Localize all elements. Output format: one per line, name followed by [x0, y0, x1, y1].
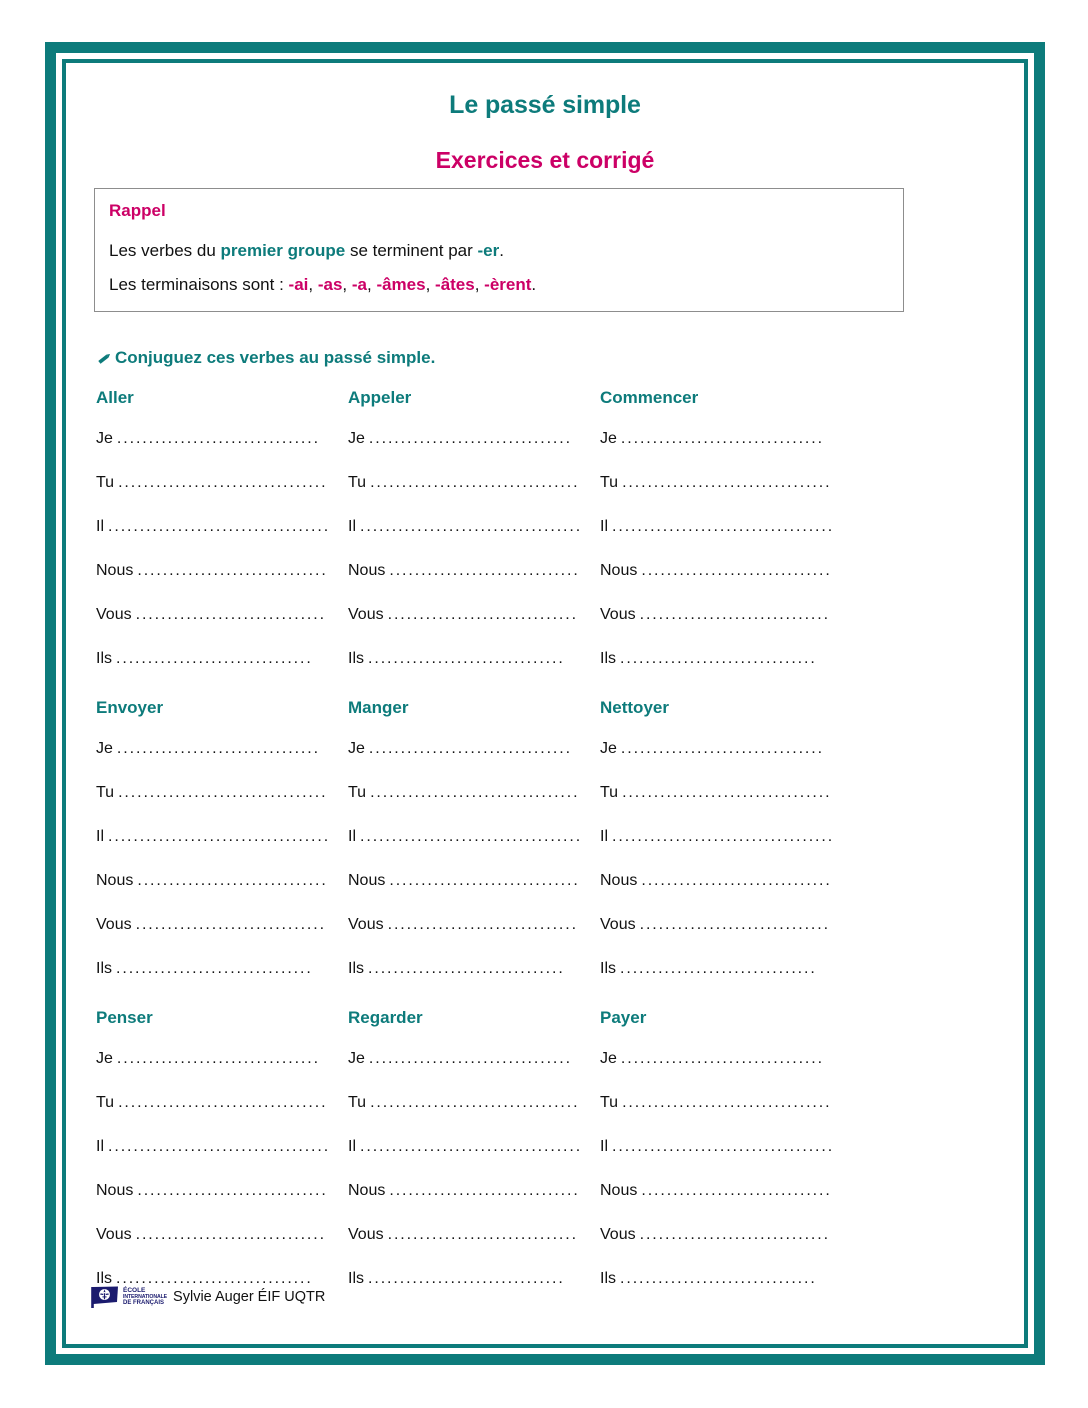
- pronoun-label: Ils: [96, 960, 112, 977]
- conjugation-line-il[interactable]: [600, 516, 852, 560]
- conjugation-line-vous[interactable]: [96, 604, 348, 648]
- answer-blank: ..............................: [641, 872, 832, 889]
- conjugation-line-je[interactable]: [96, 738, 348, 782]
- conjugation-line-je[interactable]: [348, 738, 600, 782]
- footer-credit: Sylvie Auger ÉIF UQTR: [173, 1289, 326, 1305]
- ending-erent: -èrent: [484, 274, 532, 294]
- verb-block-penser: [96, 1008, 348, 1312]
- answer-blank: ..............................: [135, 606, 326, 623]
- answer-blank: ...................................: [612, 1138, 835, 1155]
- pronoun-label: Il: [96, 828, 104, 845]
- verb-row-3: [96, 1008, 996, 1312]
- answer-blank: ..............................: [641, 562, 832, 579]
- answer-blank: ...............................: [116, 650, 313, 667]
- conjugation-line-il[interactable]: [600, 826, 852, 870]
- rappel-line1-part2: se terminent par: [345, 241, 478, 260]
- conjugation-line-vous[interactable]: [600, 604, 852, 648]
- conjugation-line-je[interactable]: [348, 1048, 600, 1092]
- logo-wordmark: [123, 1288, 167, 1307]
- pronoun-label: Il: [96, 1138, 104, 1155]
- answer-blank: ..............................: [137, 562, 328, 579]
- pronoun-label: Tu: [600, 1094, 619, 1111]
- pronoun-label: Nous: [348, 1182, 386, 1199]
- conjugation-line-ils[interactable]: [600, 958, 852, 1002]
- worksheet-content: [62, 59, 1028, 1348]
- pronoun-label: Nous: [96, 872, 134, 889]
- answer-blank: ...............................: [620, 1270, 817, 1287]
- conjugation-line-il[interactable]: [348, 516, 600, 560]
- ending-ates: -âtes: [435, 274, 475, 294]
- answer-blank: ...............................: [620, 650, 817, 667]
- answer-blank: .................................: [118, 784, 328, 801]
- verb-title: Commencer: [600, 388, 699, 407]
- answer-blank: ................................: [620, 1050, 824, 1067]
- pronoun-label: Ils: [348, 1270, 364, 1287]
- answer-blank: ...............................: [368, 1270, 565, 1287]
- conjugation-line-tu[interactable]: [600, 472, 852, 516]
- verb-block-nettoyer: [600, 698, 852, 1002]
- verb-block-manger: [348, 698, 600, 1002]
- conjugation-line-vous[interactable]: [348, 914, 600, 958]
- conjugation-line-il[interactable]: [600, 1136, 852, 1180]
- answer-blank: ..............................: [137, 1182, 328, 1199]
- pronoun-label: Ils: [600, 1270, 616, 1287]
- conjugation-line-nous[interactable]: [348, 560, 600, 604]
- conjugation-line-tu[interactable]: [348, 782, 600, 826]
- verb-row-2: [96, 698, 996, 1002]
- pronoun-label: Je: [96, 740, 113, 757]
- pronoun-label: Il: [348, 1138, 356, 1155]
- conjugation-line-nous[interactable]: [600, 560, 852, 604]
- answer-blank: ..............................: [387, 1226, 578, 1243]
- conjugation-line-je[interactable]: [96, 428, 348, 472]
- logo-line-2: INTERNATIONALE: [123, 1293, 168, 1300]
- pronoun-label: Nous: [600, 1182, 638, 1199]
- pronoun-label: Tu: [96, 1094, 115, 1111]
- pronoun-label: Vous: [348, 916, 384, 933]
- pronoun-label: Ils: [600, 650, 616, 667]
- ending-sep-3: ,: [366, 274, 377, 294]
- answer-blank: ..............................: [639, 606, 830, 623]
- pronoun-label: Tu: [348, 474, 367, 491]
- conjugation-line-tu[interactable]: [96, 472, 348, 516]
- pronoun-label: Il: [348, 518, 356, 535]
- ending-a: -a: [351, 274, 367, 294]
- conjugation-line-tu[interactable]: [600, 1092, 852, 1136]
- answer-blank: ................................: [368, 430, 572, 447]
- instruction-text: Conjuguez ces verbes au passé simple.: [115, 348, 436, 367]
- pronoun-label: Tu: [96, 474, 115, 491]
- verb-block-payer: [600, 1008, 852, 1312]
- answer-blank: ...............................: [368, 960, 565, 977]
- verb-row-1: [96, 388, 996, 692]
- answer-blank: ................................: [116, 430, 320, 447]
- answer-blank: ...................................: [612, 828, 835, 845]
- pronoun-label: Ils: [96, 1270, 112, 1287]
- answer-blank: ..............................: [387, 916, 578, 933]
- answer-blank: ................................: [116, 740, 320, 757]
- rappel-line2-part1: Les terminaisons sont :: [109, 274, 289, 294]
- ending-sep-2: ,: [342, 274, 352, 294]
- pronoun-label: Je: [600, 1050, 617, 1067]
- conjugation-line-ils[interactable]: [96, 648, 348, 692]
- conjugation-line-je[interactable]: [600, 428, 852, 472]
- conjugation-line-ils[interactable]: [348, 1268, 600, 1312]
- answer-blank: ..............................: [641, 1182, 832, 1199]
- conjugation-line-ils[interactable]: [348, 958, 600, 1002]
- verb-title: Appeler: [348, 388, 412, 407]
- conjugation-line-nous[interactable]: [348, 870, 600, 914]
- answer-blank: ..............................: [135, 1226, 326, 1243]
- answer-blank: .................................: [370, 1094, 580, 1111]
- answer-blank: .................................: [370, 474, 580, 491]
- pronoun-label: Nous: [348, 872, 386, 889]
- pronoun-label: Tu: [600, 474, 619, 491]
- conjugation-line-ils[interactable]: [348, 648, 600, 692]
- ending-ai: -ai: [288, 274, 309, 294]
- verb-title: Envoyer: [96, 698, 164, 717]
- conjugation-line-nous[interactable]: [348, 1180, 600, 1224]
- verb-title: Aller: [96, 388, 134, 407]
- conjugation-line-ils[interactable]: [600, 648, 852, 692]
- pronoun-label: Je: [96, 1050, 113, 1067]
- pronoun-label: Il: [348, 828, 356, 845]
- answer-blank: .................................: [622, 784, 832, 801]
- pronoun-label: Nous: [600, 562, 638, 579]
- rappel-line1-highlight-er: -er: [477, 241, 500, 260]
- conjugation-line-je[interactable]: [96, 1048, 348, 1092]
- rappel-box: [94, 188, 904, 312]
- verb-title: Payer: [600, 1008, 647, 1027]
- ending-period: .: [531, 274, 537, 294]
- pronoun-label: Vous: [600, 916, 636, 933]
- conjugation-line-ils[interactable]: [600, 1268, 852, 1312]
- pronoun-label: Je: [600, 740, 617, 757]
- pronoun-label: Tu: [348, 784, 367, 801]
- conjugation-line-vous[interactable]: [348, 604, 600, 648]
- pronoun-label: Ils: [348, 650, 364, 667]
- pronoun-label: Nous: [348, 562, 386, 579]
- ending-sep-1: ,: [308, 274, 318, 294]
- ending-as: -as: [317, 274, 343, 294]
- pronoun-label: Vous: [348, 1226, 384, 1243]
- answer-blank: ................................: [368, 740, 572, 757]
- conjugation-line-nous[interactable]: [96, 1180, 348, 1224]
- pronoun-label: Vous: [96, 916, 132, 933]
- pronoun-label: Je: [600, 430, 617, 447]
- conjugation-line-il[interactable]: [96, 826, 348, 870]
- answer-blank: ..............................: [389, 1182, 580, 1199]
- ending-sep-4: ,: [425, 274, 436, 294]
- pronoun-label: Tu: [348, 1094, 367, 1111]
- answer-blank: ..............................: [389, 872, 580, 889]
- logo-line-1: ÉCOLE: [123, 1286, 146, 1294]
- pronoun-label: Ils: [96, 650, 112, 667]
- answer-blank: ..............................: [389, 562, 580, 579]
- conjugation-line-nous[interactable]: [96, 560, 348, 604]
- answer-blank: ..............................: [639, 1226, 830, 1243]
- instruction-line: [96, 348, 435, 368]
- pronoun-label: Nous: [600, 872, 638, 889]
- conjugation-line-tu[interactable]: [96, 1092, 348, 1136]
- pronoun-label: Il: [96, 518, 104, 535]
- pronoun-label: Nous: [96, 562, 134, 579]
- conjugation-line-je[interactable]: [600, 1048, 852, 1092]
- verb-title: Manger: [348, 698, 409, 717]
- pronoun-label: Vous: [348, 606, 384, 623]
- conjugation-line-ils[interactable]: [96, 958, 348, 1002]
- pronoun-label: Tu: [600, 784, 619, 801]
- conjugation-line-je[interactable]: [348, 428, 600, 472]
- pronoun-label: Je: [348, 740, 365, 757]
- flag-icon: [90, 1285, 120, 1309]
- verb-title: Nettoyer: [600, 698, 669, 717]
- conjugation-line-je[interactable]: [600, 738, 852, 782]
- conjugation-line-tu[interactable]: [600, 782, 852, 826]
- verb-block-envoyer: [96, 698, 348, 1002]
- conjugation-line-tu[interactable]: [348, 1092, 600, 1136]
- conjugation-line-vous[interactable]: [96, 914, 348, 958]
- verb-exercise-grid: [96, 388, 996, 1312]
- eif-logo: [90, 1285, 167, 1309]
- conjugation-line-vous[interactable]: [600, 1224, 852, 1268]
- answer-blank: ................................: [620, 740, 824, 757]
- answer-blank: ...............................: [116, 960, 313, 977]
- page-subtitle: Exercices et corrigé: [435, 147, 655, 173]
- pronoun-label: Je: [348, 430, 365, 447]
- conjugation-line-vous[interactable]: [348, 1224, 600, 1268]
- rappel-line1-part3: .: [499, 241, 504, 260]
- verb-block-appeler: [348, 388, 600, 692]
- conjugation-line-il[interactable]: [348, 1136, 600, 1180]
- pronoun-label: Ils: [348, 960, 364, 977]
- conjugation-line-nous[interactable]: [600, 870, 852, 914]
- answer-blank: ................................: [368, 1050, 572, 1067]
- verb-block-regarder: [348, 1008, 600, 1312]
- answer-blank: ................................: [620, 430, 824, 447]
- answer-blank: ...................................: [108, 828, 331, 845]
- ending-sep-5: ,: [474, 274, 485, 294]
- footer: [90, 1285, 325, 1309]
- ending-ames: -âmes: [376, 274, 426, 294]
- answer-blank: ...................................: [612, 518, 835, 535]
- pronoun-label: Tu: [96, 784, 115, 801]
- answer-blank: .................................: [118, 1094, 328, 1111]
- answer-blank: .................................: [622, 474, 832, 491]
- answer-blank: .................................: [370, 784, 580, 801]
- answer-blank: ...............................: [368, 650, 565, 667]
- pronoun-label: Vous: [96, 606, 132, 623]
- rappel-line-1: [109, 240, 889, 263]
- answer-blank: ...................................: [360, 518, 583, 535]
- conjugation-line-vous[interactable]: [600, 914, 852, 958]
- pencil-icon: [96, 350, 113, 367]
- answer-blank: ................................: [116, 1050, 320, 1067]
- page-title: Le passé simple: [449, 91, 641, 119]
- answer-blank: ..............................: [639, 916, 830, 933]
- logo-line-3: DE FRANÇAIS: [123, 1299, 165, 1306]
- conjugation-line-nous[interactable]: [600, 1180, 852, 1224]
- conjugation-line-il[interactable]: [348, 826, 600, 870]
- pronoun-label: Il: [600, 518, 608, 535]
- rappel-heading: Rappel: [109, 201, 166, 220]
- rappel-line1-highlight-premier-groupe: premier groupe: [220, 241, 346, 260]
- pronoun-label: Vous: [600, 606, 636, 623]
- verb-title: Regarder: [348, 1008, 423, 1027]
- answer-blank: ...................................: [360, 1138, 583, 1155]
- answer-blank: ...............................: [116, 1270, 313, 1287]
- pronoun-label: Je: [96, 430, 113, 447]
- verb-block-aller: [96, 388, 348, 692]
- pronoun-label: Je: [348, 1050, 365, 1067]
- pronoun-label: Nous: [96, 1182, 134, 1199]
- answer-blank: ..............................: [387, 606, 578, 623]
- pronoun-label: Vous: [96, 1226, 132, 1243]
- answer-blank: ...................................: [108, 518, 331, 535]
- conjugation-line-tu[interactable]: [348, 472, 600, 516]
- conjugation-line-nous[interactable]: [96, 870, 348, 914]
- verb-block-commencer: [600, 388, 852, 692]
- conjugation-line-tu[interactable]: [96, 782, 348, 826]
- rappel-line1-part1: Les verbes du: [109, 241, 221, 260]
- answer-blank: ...................................: [108, 1138, 331, 1155]
- conjugation-line-il[interactable]: [96, 1136, 348, 1180]
- verb-title: Penser: [96, 1008, 153, 1027]
- pronoun-label: Vous: [600, 1226, 636, 1243]
- answer-blank: ..............................: [137, 872, 328, 889]
- pronoun-label: Il: [600, 828, 608, 845]
- conjugation-line-vous[interactable]: [96, 1224, 348, 1268]
- answer-blank: .................................: [622, 1094, 832, 1111]
- rappel-line-2: [109, 274, 889, 297]
- conjugation-line-il[interactable]: [96, 516, 348, 560]
- answer-blank: ..............................: [135, 916, 326, 933]
- pronoun-label: Ils: [600, 960, 616, 977]
- answer-blank: ...................................: [360, 828, 583, 845]
- answer-blank: .................................: [118, 474, 328, 491]
- answer-blank: ...............................: [620, 960, 817, 977]
- pronoun-label: Il: [600, 1138, 608, 1155]
